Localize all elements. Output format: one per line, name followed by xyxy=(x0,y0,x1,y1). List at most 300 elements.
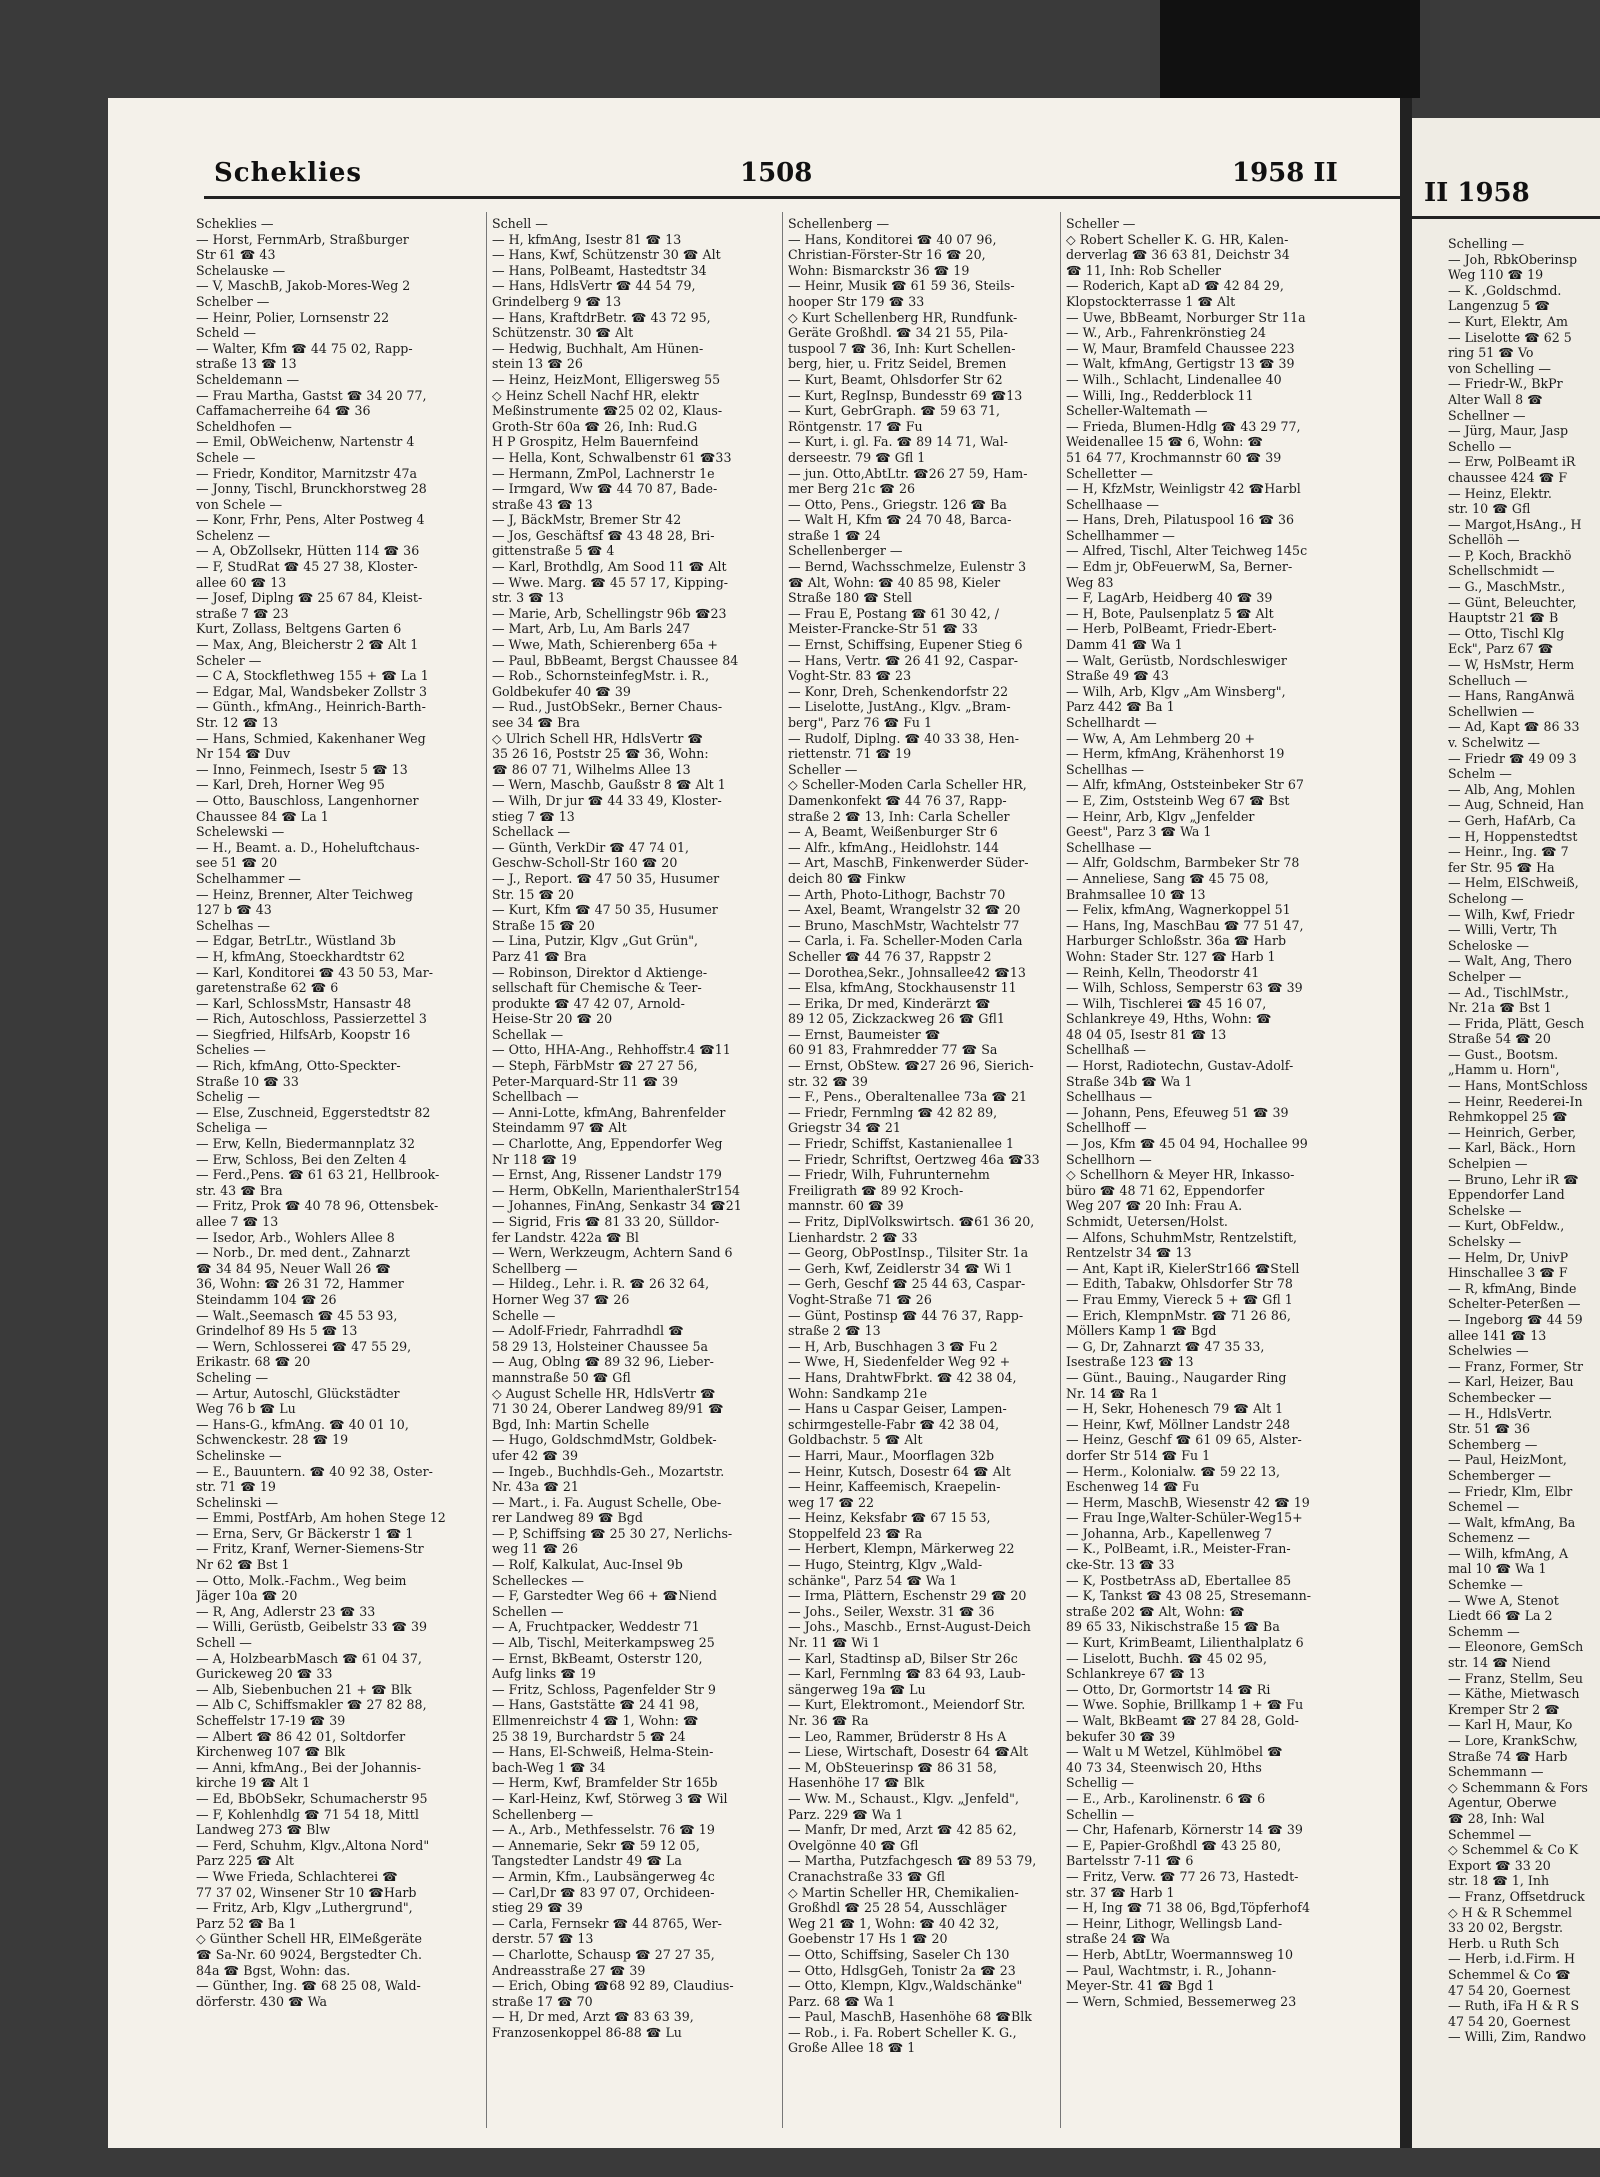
directory-entry-line: Andreasstraße 27 ☎ 39 xyxy=(492,1962,646,1978)
directory-entry-line: ◇ Schemmel & Co K xyxy=(1448,1842,1579,1858)
directory-entry-line: — Jos, Geschäftsf ☎ 43 48 28, Bri- xyxy=(492,527,715,543)
directory-entry-line: Str. 12 ☎ 13 xyxy=(196,715,279,730)
directory-entry-line: Hinschallee 3 ☎ F xyxy=(1448,1265,1568,1281)
directory-entry-line: — Rob., SchornsteinfegMstr. i. R., xyxy=(492,668,710,684)
directory-entry-line: — Hans, Konditorei ☎ 40 07 96, xyxy=(788,231,997,247)
directory-entry-line: — Wilh, Arb, Klgv „Am Winsberg", xyxy=(1066,683,1286,699)
directory-entry-line: — Karl, Bäck., Horn xyxy=(1448,1140,1576,1156)
directory-entry-line: — Rob., i. Fa. Robert Scheller K. G., xyxy=(788,2024,1017,2040)
directory-entry-line: Brahmsallee 10 ☎ 13 xyxy=(1066,886,1206,902)
directory-entry-line: dorfer Str 514 ☎ Fu 1 xyxy=(1066,1447,1211,1463)
directory-entry-line: — Johs., Seiler, Wexstr. 31 ☎ 36 xyxy=(788,1603,995,1619)
directory-entry-line: Damenkonfekt ☎ 44 76 37, Rapp- xyxy=(788,792,1007,808)
directory-entry-line: 48 04 05, Isestr 81 ☎ 13 xyxy=(1066,1026,1227,1042)
directory-entry-line: — Kurt, Beamt, Ohlsdorfer Str 62 xyxy=(788,371,1003,387)
directory-entry-line: garetenstraße 62 ☎ 6 xyxy=(196,980,339,996)
directory-entry-line: — Paul, MaschB, Hasenhöhe 68 ☎Blk xyxy=(788,2009,1032,2025)
directory-entry-line: str. 18 ☎ 1, Inh xyxy=(1448,1873,1550,1889)
directory-entry-line: — Wilh, Tischlerei ☎ 45 16 07, xyxy=(1066,995,1267,1011)
directory-entry-line: Alter Wall 8 ☎ xyxy=(1448,391,1543,407)
directory-entry-line: — Fritz, Verw. ☎ 77 26 73, Hastedt- xyxy=(1066,1868,1299,1884)
directory-entry-line: — Hans, Kwf, Schützenstr 30 ☎ Alt xyxy=(492,247,721,263)
directory-entry-line: — Inno, Feinmech, Isestr 5 ☎ 13 xyxy=(196,761,408,777)
directory-entry-line: — Hugo, GoldschmdMstr, Goldbek- xyxy=(492,1432,717,1448)
directory-entry-line: — Alb, Tischl, Meiterkampsweg 25 xyxy=(492,1635,715,1651)
directory-entry-line: — Ww, A, Am Lehmberg 20 + xyxy=(1066,730,1256,746)
directory-entry-line: Schützenstr. 30 ☎ Alt xyxy=(492,325,634,341)
directory-entry-line: — Herb, i.d.Firm. H xyxy=(1448,1951,1575,1967)
directory-entry-line: Nr. 21a ☎ Bst 1 xyxy=(1448,1000,1552,1016)
directory-entry-line: Schellack — xyxy=(492,824,571,840)
directory-entry-line: Eppendorfer Land xyxy=(1448,1187,1565,1203)
directory-entry-line: Schellin — xyxy=(1066,1806,1135,1822)
directory-entry-line: — Walter, Kfm ☎ 44 75 02, Rapp- xyxy=(196,340,413,356)
directory-entry-line: — Edm jr, ObFeuerwM, Sa, Berner- xyxy=(1066,559,1293,575)
directory-entry-line: Schellhas — xyxy=(1066,761,1144,777)
directory-entry-line: — Gerh, HafArb, Ca xyxy=(1448,812,1576,828)
directory-entry-line: — Ad, Kapt ☎ 86 33 xyxy=(1448,719,1580,735)
directory-entry-line: — Heinz, Elektr. xyxy=(1448,485,1552,501)
directory-entry-line: — M, ObSteuerinsp ☎ 86 31 58, xyxy=(788,1759,998,1775)
directory-entry-line: Scheklies — xyxy=(196,216,274,231)
directory-entry-line: — Anni-Lotte, kfmAng, Bahrenfelder xyxy=(492,1104,726,1120)
directory-entry-line: berg", Parz 76 ☎ Fu 1 xyxy=(788,715,933,730)
entry-column-2 xyxy=(492,216,776,2040)
directory-entry-line: — Hans-G., kfmAng. ☎ 40 01 10, xyxy=(196,1416,409,1432)
directory-entry-line: — Mart., i. Fa. August Schelle, Obe- xyxy=(492,1494,722,1510)
directory-entry-line: stieg 29 ☎ 39 xyxy=(492,1900,583,1916)
directory-entry-line: — P, Koch, Brackhö xyxy=(1448,547,1572,563)
directory-entry-line: — Karl H, Maur, Ko xyxy=(1448,1717,1573,1733)
directory-entry-line: — A., Arb., Methfesselstr. 76 ☎ 19 xyxy=(492,1822,715,1838)
directory-entry-line: — Hans, Schmied, Kakenhaner Weg xyxy=(196,730,426,746)
column-divider xyxy=(782,212,783,2128)
directory-entry-line: — Roderich, Kapt aD ☎ 42 84 29, xyxy=(1066,278,1284,294)
directory-entry-line: — Alb, Ang, Mohlen xyxy=(1448,781,1576,797)
directory-entry-line: — Friedr, Wilh, Fuhrunternehm xyxy=(788,1167,990,1183)
directory-entry-line: stein 13 ☎ 26 xyxy=(492,356,583,372)
directory-entry-line: 51 64 77, Krochmannstr 60 ☎ 39 xyxy=(1066,449,1282,465)
directory-entry-line: str. 3 ☎ 13 xyxy=(492,590,564,606)
directory-entry-line: ◇ Günther Schell HR, ElMeßgeräte xyxy=(196,1931,422,1947)
directory-entry-line: — Otto, Pens., Griegstr. 126 ☎ Ba xyxy=(788,496,1007,512)
directory-entry-line: — Heinz, HeizMont, Elligersweg 55 xyxy=(492,371,721,387)
directory-entry-line: — C A, Stockflethweg 155 + ☎ La 1 xyxy=(196,668,429,684)
directory-entry-line: — Axel, Beamt, Wrangelstr 32 ☎ 20 xyxy=(788,902,1021,918)
directory-entry-line: Schelhammer — xyxy=(196,870,301,886)
directory-entry-line: — Heinr, Kutsch, Dosestr 64 ☎ Alt xyxy=(788,1463,1011,1479)
directory-entry-line: Scheld — xyxy=(196,325,256,341)
directory-entry-line: Nr 154 ☎ Duv xyxy=(196,746,291,762)
directory-entry-line: — Johann, Pens, Efeuweg 51 ☎ 39 xyxy=(1066,1104,1289,1120)
directory-entry-line: Scheller ☎ 44 76 37, Rappstr 2 xyxy=(788,948,992,964)
directory-entry-line: — Kurt, KrimBeamt, Lilienthalplatz 6 xyxy=(1066,1635,1304,1651)
directory-entry-line: — Fritz, Arb, Klgv „Luthergrund", xyxy=(196,1900,413,1916)
directory-entry-line: — Walt, kfmAng, Gertigstr 13 ☎ 39 xyxy=(1066,356,1295,372)
directory-entry-line: Rehmkoppel 25 ☎ xyxy=(1448,1109,1568,1125)
directory-entry-line: — Charlotte, Schausp ☎ 27 27 35, xyxy=(492,1946,715,1962)
directory-entry-line: — K, Tankst ☎ 43 08 25, Stresemann- xyxy=(1066,1588,1311,1604)
directory-entry-line: Goldbachstr. 5 ☎ Alt xyxy=(788,1432,923,1448)
directory-entry-line: Weg 83 xyxy=(1066,574,1114,590)
entry-column-3 xyxy=(788,216,1072,2056)
directory-entry-line: — Paul, HeizMont, xyxy=(1448,1452,1567,1468)
directory-entry-line: Schellöh — xyxy=(1448,532,1520,548)
directory-entry-line: Bartelsstr 7-11 ☎ 6 xyxy=(1066,1853,1194,1869)
directory-entry-line: Röntgenstr. 17 ☎ Fu xyxy=(788,418,923,434)
directory-entry-line: — G, Dr, Zahnarzt ☎ 47 35 33, xyxy=(1066,1338,1265,1354)
directory-entry-line: — Frau E, Postang ☎ 61 30 42, / xyxy=(788,605,999,621)
facing-page xyxy=(1412,118,1600,2148)
directory-entry-line: — Heinrich, Gerber, xyxy=(1448,1124,1577,1140)
directory-entry-line: — F, Kohlenhdlg ☎ 71 54 18, Mittl xyxy=(196,1806,419,1822)
directory-entry-line: — Helm, ElSchweiß, xyxy=(1448,875,1579,891)
directory-entry-line: — Karl, Stadtinsp aD, Bilser Str 26c xyxy=(788,1650,1018,1666)
directory-entry-line: — Adolf-Friedr, Fahrradhdl ☎ xyxy=(492,1323,684,1339)
directory-entry-line: — Uwe, BbBeamt, Norburger Str 11a xyxy=(1066,309,1306,325)
directory-entry-line: — W., Arb., Fahrenkrönstieg 24 xyxy=(1066,325,1267,341)
directory-entry-line: Scheller — xyxy=(1066,216,1136,231)
directory-entry-line: — Heinz, Keksfabr ☎ 67 15 53, xyxy=(788,1510,991,1526)
directory-entry-line: — Reinh, Kelln, Theodorstr 41 xyxy=(1066,964,1260,980)
directory-entry-line: stieg 7 ☎ 13 xyxy=(492,808,575,824)
directory-entry-line: — Ernst, BkBeamt, Osterstr 120, xyxy=(492,1650,703,1666)
entry-column-1 xyxy=(196,216,480,2009)
directory-entry-line: — Hedwig, Buchhalt, Am Hünen- xyxy=(492,340,704,356)
directory-entry-line: — Gerh, Kwf, Zeidlerstr 34 ☎ Wi 1 xyxy=(788,1260,1013,1276)
directory-entry-line: — K., PolBeamt, i.R., Meister-Fran- xyxy=(1066,1541,1291,1557)
directory-entry-line: — Albert ☎ 86 42 01, Soltdorfer xyxy=(196,1728,406,1744)
directory-entry-line: Nr 118 ☎ 19 xyxy=(492,1151,577,1167)
directory-entry-line: — Konr, Dreh, Schenkendorfstr 22 xyxy=(788,683,1009,699)
directory-entry-line: — Friedr, Schriftst, Oertzweg 46a ☎33 xyxy=(788,1151,1040,1167)
directory-entry-line: — Wwe A, Stenot xyxy=(1448,1592,1559,1608)
directory-entry-line: Scheldemann — xyxy=(196,371,300,387)
directory-entry-line: Landweg 273 ☎ Blw xyxy=(196,1822,331,1838)
directory-entry-line: — Liselotte, JustAng., Klgv. „Bram- xyxy=(788,699,1011,715)
directory-entry-line: — Aug, Schneid, Han xyxy=(1448,797,1584,813)
directory-entry-line: — Johanna, Arb., Kapellenweg 7 xyxy=(1066,1525,1273,1541)
directory-entry-line: — Irma, Plättern, Eschenstr 29 ☎ 20 xyxy=(788,1588,1027,1604)
running-head-word: Scheklies xyxy=(214,158,363,188)
directory-page xyxy=(108,98,1400,2148)
directory-entry-line: — Walt.,Seemasch ☎ 45 53 93, xyxy=(196,1307,398,1323)
directory-entry-line: — Siegfried, HilfsArb, Koopstr 16 xyxy=(196,1026,411,1042)
directory-entry-line: Schellhaß — xyxy=(1066,1042,1146,1058)
directory-entry-line: — Friedr, Fernmlng ☎ 42 82 89, xyxy=(788,1104,998,1120)
directory-entry-line: straße 202 ☎ Alt, Wohn: ☎ xyxy=(1066,1603,1245,1619)
directory-entry-line: büro ☎ 48 71 62, Eppendorfer xyxy=(1066,1182,1265,1198)
directory-entry-line: — Hans, Ing, MaschBau ☎ 77 51 47, xyxy=(1066,917,1304,933)
directory-entry-line: ☎ 34 84 95, Neuer Wall 26 ☎ xyxy=(196,1260,391,1276)
directory-entry-line: Weg 207 ☎ 20 Inh: Frau A. xyxy=(1066,1198,1243,1214)
directory-entry-line: — Karl, Dreh, Horner Weg 95 xyxy=(196,777,385,793)
directory-entry-line: — Karl, Fernmlng ☎ 83 64 93, Laub- xyxy=(788,1666,1026,1682)
directory-entry-line: Hauptstr 21 ☎ B xyxy=(1448,610,1559,626)
directory-entry-line: — Erna, Serv, Gr Bäckerstr 1 ☎ 1 xyxy=(196,1525,414,1541)
directory-entry-line: — Hans, DrahtwFbrkt. ☎ 42 38 04, xyxy=(788,1369,1017,1385)
directory-entry-line: bekufer 30 ☎ 39 xyxy=(1066,1728,1176,1744)
directory-entry-line: 36, Wohn: ☎ 26 31 72, Hammer xyxy=(196,1276,404,1292)
directory-entry-line: Weg 110 ☎ 19 xyxy=(1448,267,1544,283)
directory-entry-line: allee 60 ☎ 13 xyxy=(196,574,287,590)
directory-entry-line: — Bernd, Wachsschmelze, Eulenstr 3 xyxy=(788,559,1027,575)
directory-entry-line: Schelm — xyxy=(1448,766,1512,782)
directory-entry-line: — F, StudRat ☎ 45 27 38, Kloster- xyxy=(196,559,418,575)
directory-entry-line: derverlag ☎ 36 63 81, Deichstr 34 xyxy=(1066,247,1290,263)
directory-entry-line: — Carla, Fernsekr ☎ 44 8765, Wer- xyxy=(492,1915,722,1931)
directory-entry-line: — Walt, Ang, Thero xyxy=(1448,953,1572,969)
directory-entry-line: — Erika, Dr med, Kinderärzt ☎ xyxy=(788,995,991,1011)
directory-entry-line: straße 43 ☎ 13 xyxy=(492,496,593,512)
directory-entry-line: — Wwe. Sophie, Brillkamp 1 + ☎ Fu xyxy=(1066,1697,1304,1713)
directory-entry-line: — Gust., Bootsm. xyxy=(1448,1046,1559,1062)
directory-entry-line: Scheler — xyxy=(196,652,262,668)
directory-entry-line: Schelber — xyxy=(196,293,270,309)
directory-entry-line: — Fritz, Kranf, Werner-Siemens-Str xyxy=(196,1541,424,1557)
directory-entry-line: — Kurt, GebrGraph. ☎ 59 63 71, xyxy=(788,403,1001,419)
directory-entry-line: — Helm, Dr, UnivP xyxy=(1448,1249,1569,1265)
directory-entry-line: Liedt 66 ☎ La 2 xyxy=(1448,1608,1553,1624)
directory-entry-line: Schemenz — xyxy=(1448,1530,1530,1546)
directory-entry-line: — Heinr, Arb, Klgv „Jenfelder xyxy=(1066,808,1255,824)
directory-entry-line: — Friedr-W., BkPr xyxy=(1448,376,1563,392)
directory-entry-line: sängerweg 19a ☎ Lu xyxy=(788,1681,926,1697)
directory-entry-line: chaussee 424 ☎ F xyxy=(1448,469,1568,485)
directory-entry-line: Schemmann — xyxy=(1448,1764,1544,1780)
directory-entry-line: — Otto, Tischl Klg xyxy=(1448,625,1565,641)
directory-entry-line: Schellhaus — xyxy=(1066,1089,1153,1105)
directory-entry-line: Schemmel & Co ☎ xyxy=(1448,1966,1571,1982)
directory-entry-line: — Hans, Vertr. ☎ 26 41 92, Caspar- xyxy=(788,652,1019,668)
directory-entry-line: — Erw, Schloss, Bei den Zelten 4 xyxy=(196,1151,407,1167)
directory-entry-line: — Horst, Radiotechn, Gustav-Adolf- xyxy=(1066,1058,1294,1074)
directory-entry-line: Schmidt, Uetersen/Holst. xyxy=(1066,1214,1228,1229)
directory-entry-line: Straße 74 ☎ Harb xyxy=(1448,1748,1568,1764)
directory-entry-line: Chaussee 84 ☎ La 1 xyxy=(196,808,329,824)
directory-entry-line: Schell — xyxy=(492,216,548,231)
directory-entry-line: Nr 62 ☎ Bst 1 xyxy=(196,1557,290,1573)
directory-entry-line: — Johs., Maschb., Ernst-August-Deich xyxy=(788,1619,1031,1635)
directory-entry-line: ☎ Alt, Wohn: ☎ 40 85 98, Kieler xyxy=(788,574,1001,590)
directory-entry-line: — Martha, Putzfachgesch ☎ 89 53 79, xyxy=(788,1853,1037,1869)
directory-entry-line: Franzosenkoppel 86-88 ☎ Lu xyxy=(492,2024,682,2040)
directory-entry-line: 58 29 13, Holsteiner Chaussee 5a xyxy=(492,1338,708,1354)
directory-entry-line: — Edgar, Mal, Wandsbeker Zollstr 3 xyxy=(196,683,428,699)
directory-entry-line: Scheloske — xyxy=(1448,937,1529,953)
directory-entry-line: — Jonny, Tischl, Brunckhorstweg 28 xyxy=(196,481,427,497)
directory-entry-line: — Friedr, Konditor, Marnitzstr 47a xyxy=(196,465,418,481)
directory-entry-line: str. 10 ☎ Gfl xyxy=(1448,501,1531,517)
directory-entry-line: — R, kfmAng, Binde xyxy=(1448,1280,1577,1296)
directory-entry-line: — Ingeborg ☎ 44 59 xyxy=(1448,1311,1583,1327)
directory-entry-line: 84a ☎ Bgst, Wohn: das. xyxy=(196,1962,351,1978)
directory-entry-line: Straße 180 ☎ Stell xyxy=(788,590,913,606)
directory-entry-line: 35 26 16, Poststr 25 ☎ 36, Wohn: xyxy=(492,746,709,762)
directory-entry-line: — Wern, Schmied, Bessemerweg 23 xyxy=(1066,1993,1297,2009)
directory-entry-line: — Käthe, Mietwasch xyxy=(1448,1686,1580,1702)
directory-entry-line: Scheling — xyxy=(196,1369,269,1385)
directory-entry-line: — W, HsMstr, Herm xyxy=(1448,657,1575,673)
directory-entry-line: — Fritz, Prok ☎ 40 78 96, Ottensbek- xyxy=(196,1198,439,1214)
directory-entry-line: gittenstraße 5 ☎ 4 xyxy=(492,543,615,559)
directory-entry-line: Isestraße 123 ☎ 13 xyxy=(1066,1354,1194,1370)
directory-entry-line: Str 61 ☎ 43 xyxy=(196,247,276,263)
directory-entry-line: — Hans, El-Schweiß, Helma-Stein- xyxy=(492,1744,714,1760)
directory-entry-line: — Hermann, ZmPol, Lachnerstr 1e xyxy=(492,465,715,481)
directory-entry-line: — Walt, kfmAng, Ba xyxy=(1448,1514,1576,1530)
directory-entry-line: — Friedr, Klm, Elbr xyxy=(1448,1483,1573,1499)
directory-entry-line: — Hans, KraftdrBetr. ☎ 43 72 95, xyxy=(492,309,711,325)
directory-entry-line: — Edith, Tabakw, Ohlsdorfer Str 78 xyxy=(1066,1276,1293,1292)
directory-entry-line: — Otto, Molk.-Fachm., Weg beim xyxy=(196,1572,407,1588)
directory-entry-line: Freiligrath ☎ 89 92 Kroch- xyxy=(788,1182,964,1198)
directory-entry-line: bach-Weg 1 ☎ 34 xyxy=(492,1759,606,1775)
directory-entry-line: „Hamm u. Horn", xyxy=(1448,1062,1560,1078)
directory-entry-line: Stoppelfeld 23 ☎ Ra xyxy=(788,1525,923,1541)
directory-entry-line: — Liselotte ☎ 62 5 xyxy=(1448,329,1572,345)
directory-entry-line: Straße 10 ☎ 33 xyxy=(196,1073,299,1089)
directory-entry-line: — Charlotte, Ang, Eppendorfer Weg xyxy=(492,1136,723,1152)
directory-entry-line: Schellhase — xyxy=(1066,839,1152,855)
directory-entry-line: — Alb C, Schiffsmakler ☎ 27 82 88, xyxy=(196,1697,427,1713)
directory-entry-line: — Rolf, Kalkulat, Auc-Insel 9b xyxy=(492,1557,683,1573)
directory-entry-line: Grindelberg 9 ☎ 13 xyxy=(492,293,622,309)
directory-entry-line: — Else, Zuschneid, Eggerstedtstr 82 xyxy=(196,1104,431,1120)
directory-entry-line: Damm 41 ☎ Wa 1 xyxy=(1066,637,1183,653)
directory-entry-line: — H., Beamt. a. D., Hoheluftchaus- xyxy=(196,839,420,855)
directory-entry-line: — Ad., TischlMstr., xyxy=(1448,984,1569,1000)
directory-entry-line: Parz 52 ☎ Ba 1 xyxy=(196,1915,297,1931)
directory-entry-line: — Paul, Wachtmstr, i. R., Johann- xyxy=(1066,1962,1277,1978)
directory-entry-line: — Rich, Autoschloss, Passierzettel 3 xyxy=(196,1011,427,1027)
scan-background-corner xyxy=(1160,0,1420,98)
directory-entry-line: 33 20 02, Bergstr. xyxy=(1448,1920,1564,1936)
directory-entry-line: Schellhardt — xyxy=(1066,715,1157,730)
directory-entry-line: Schlankreye 49, Hths, Wohn: ☎ xyxy=(1066,1011,1272,1027)
directory-entry-line: — Kurt, i. gl. Fa. ☎ 89 14 71, Wal- xyxy=(788,434,1008,450)
directory-entry-line: Schellbach — xyxy=(492,1089,579,1105)
directory-entry-line: — Konr, Frhr, Pens, Alter Postweg 4 xyxy=(196,512,425,528)
directory-entry-line: Nr. 11 ☎ Wi 1 xyxy=(788,1635,881,1651)
directory-entry-line: Schelenz — xyxy=(196,527,271,543)
directory-entry-line: — Ernst, Baumeister ☎ xyxy=(788,1026,941,1042)
directory-entry-line: — Ww. M., Schaust., Klgv. „Jenfeld", xyxy=(788,1790,1019,1806)
directory-entry-line: — H, Dr med, Arzt ☎ 83 63 39, xyxy=(492,2009,694,2025)
directory-entry-line: — Erich, Obing ☎68 92 89, Claudius- xyxy=(492,1978,734,1994)
directory-entry-line: Parz 442 ☎ Ba 1 xyxy=(1066,699,1175,715)
directory-entry-line: — Ruth, iFa H & R S xyxy=(1448,1998,1580,2014)
directory-entry-line: — Herm, Kwf, Bramfelder Str 165b xyxy=(492,1775,718,1791)
directory-entry-line: — A, HolzbearbMasch ☎ 61 04 37, xyxy=(196,1650,422,1666)
directory-entry-line: straße 2 ☎ 13, Inh: Carla Scheller xyxy=(788,808,1010,824)
directory-entry-line: Schelies — xyxy=(196,1042,266,1058)
entry-column-4 xyxy=(1066,216,1350,2009)
directory-entry-line: ufer 42 ☎ 39 xyxy=(492,1447,578,1463)
directory-entry-line: — Heinr, Lithogr, Wellingsb Land- xyxy=(1066,1915,1283,1931)
directory-entry-line: cke-Str. 13 ☎ 33 xyxy=(1066,1557,1175,1573)
directory-entry-line: Schemberger — xyxy=(1448,1467,1551,1483)
directory-entry-line: — A, ObZollsekr, Hütten 114 ☎ 36 xyxy=(196,543,420,559)
directory-entry-line: — Emmi, PostfArb, Am hohen Stege 12 xyxy=(196,1510,446,1526)
directory-entry-line: Schelong — xyxy=(1448,890,1524,906)
directory-entry-line: — Frau Emmy, Viereck 5 + ☎ Gfl 1 xyxy=(1066,1291,1293,1307)
directory-entry-line: Ellmenreichstr 4 ☎ 1, Wohn: ☎ xyxy=(492,1713,699,1728)
directory-entry-line: Gurickeweg 20 ☎ 33 xyxy=(196,1666,333,1682)
directory-entry-line: — Alfr, Goldschm, Barmbeker Str 78 xyxy=(1066,855,1300,871)
directory-entry-line: weg 17 ☎ 22 xyxy=(788,1494,875,1510)
directory-entry-line: Schembecker — xyxy=(1448,1389,1552,1405)
directory-entry-line: — Karl-Heinz, Kwf, Störweg 3 ☎ Wil xyxy=(492,1790,728,1806)
directory-entry-line: mannstraße 50 ☎ Gfl xyxy=(492,1369,631,1385)
directory-entry-line: Schelig — xyxy=(196,1089,260,1105)
directory-entry-line: 47 54 20, Goernest xyxy=(1448,1982,1571,1998)
directory-entry-line: ◇ Kurt Schellenberg HR, Rundfunk- xyxy=(788,309,1018,325)
directory-entry-line: — Kurt, Elektr, Am xyxy=(1448,313,1568,329)
directory-entry-line: Jäger 10a ☎ 20 xyxy=(196,1588,298,1604)
directory-entry-line: Str. 51 ☎ 36 xyxy=(1448,1421,1531,1437)
directory-entry-line: — Alfred, Tischl, Alter Teichweg 145c xyxy=(1066,543,1308,559)
directory-entry-line: derseestr. 79 ☎ Gfl 1 xyxy=(788,449,926,465)
directory-entry-line: Schelle — xyxy=(492,1307,556,1323)
directory-entry-line: 60 91 83, Frahmredder 77 ☎ Sa xyxy=(788,1042,998,1058)
directory-entry-line: Schemel — xyxy=(1448,1499,1520,1515)
directory-entry-line: — Art, MaschB, Finkenwerder Süder- xyxy=(788,855,1029,871)
directory-entry-line: Schemm — xyxy=(1448,1623,1520,1639)
directory-entry-line: — jun. Otto,AbtLtr. ☎26 27 59, Ham- xyxy=(788,465,1028,481)
directory-entry-line: — E., Bauuntern. ☎ 40 92 38, Oster- xyxy=(196,1463,433,1479)
directory-entry-line: str. 43 ☎ Bra xyxy=(196,1182,283,1198)
volume-year: 1958 II xyxy=(1232,158,1338,188)
directory-entry-line: Schemke — xyxy=(1448,1577,1523,1593)
directory-entry-line: — Günt., Bauing., Naugarder Ring xyxy=(1066,1369,1287,1385)
directory-entry-line: 25 38 19, Burchardstr 5 ☎ 24 xyxy=(492,1728,686,1744)
directory-entry-line: — Franz, Former, Str xyxy=(1448,1358,1584,1374)
directory-entry-line: str. 71 ☎ 19 xyxy=(196,1479,276,1495)
directory-entry-line: — Herb, AbtLtr, Woermannsweg 10 xyxy=(1066,1946,1294,1962)
directory-entry-line: — W, Maur, Bramfeld Chaussee 223 xyxy=(1066,340,1295,356)
directory-entry-line: — H, Ing ☎ 71 38 06, Bgd,Töpferhof4 xyxy=(1066,1900,1310,1916)
directory-entry-line: — Irmgard, Ww ☎ 44 70 87, Bade- xyxy=(492,481,718,497)
directory-entry-line: 127 b ☎ 43 xyxy=(196,902,272,918)
directory-entry-line: Parz. 68 ☎ Wa 1 xyxy=(788,1993,896,2009)
directory-entry-line: — Wern, Werkzeugm, Achtern Sand 6 xyxy=(492,1245,733,1261)
directory-entry-line: 89 12 05, Zickzackweg 26 ☎ Gfl1 xyxy=(788,1011,1005,1027)
directory-entry-line: Klopstockterrasse 1 ☎ Alt xyxy=(1066,293,1236,309)
directory-entry-line: — Carla, i. Fa. Scheller-Moden Carla xyxy=(788,933,1023,949)
directory-entry-line: Hasenhöhe 17 ☎ Blk xyxy=(788,1775,925,1791)
directory-entry-line: — Erich, KlempnMstr. ☎ 71 26 86, xyxy=(1066,1307,1291,1323)
directory-entry-line: Horner Weg 37 ☎ 26 xyxy=(492,1291,630,1307)
directory-entry-line: Scheffelstr 17-19 ☎ 39 xyxy=(196,1713,346,1728)
directory-entry-line: kirche 19 ☎ Alt 1 xyxy=(196,1775,311,1791)
directory-entry-line: von Schele — xyxy=(196,496,283,512)
directory-entry-line: Voght-Str. 83 ☎ 23 xyxy=(788,668,912,684)
directory-entry-line: — Hella, Kont, Schwalbenstr 61 ☎33 xyxy=(492,449,732,465)
directory-entry-line: — Ingeb., Buchhdls-Geh., Mozartstr. xyxy=(492,1463,725,1479)
directory-entry-line: Caffamacherreihe 64 ☎ 36 xyxy=(196,403,371,419)
directory-entry-line: Christian-Förster-Str 16 ☎ 20, xyxy=(788,247,986,263)
directory-entry-line: v. Schelwitz — xyxy=(1448,735,1540,750)
directory-entry-line: — Wilh, Kwf, Friedr xyxy=(1448,906,1575,922)
directory-entry-line: straße 7 ☎ 23 xyxy=(196,605,289,621)
directory-entry-line: ◇ Heinz Schell Nachf HR, elektr xyxy=(492,387,699,403)
directory-entry-line: — J., Report. ☎ 47 50 35, Husumer xyxy=(492,870,720,886)
directory-entry-line: Scheller-Waltemath — xyxy=(1066,403,1208,419)
directory-entry-line: — Ed, BbObSekr, Schumacherstr 95 xyxy=(196,1790,428,1806)
directory-entry-line: Wohn: Stader Str. 127 ☎ Harb 1 xyxy=(1066,948,1276,964)
directory-entry-line: — Heinr, Kwf, Möllner Landstr 248 xyxy=(1066,1416,1290,1432)
